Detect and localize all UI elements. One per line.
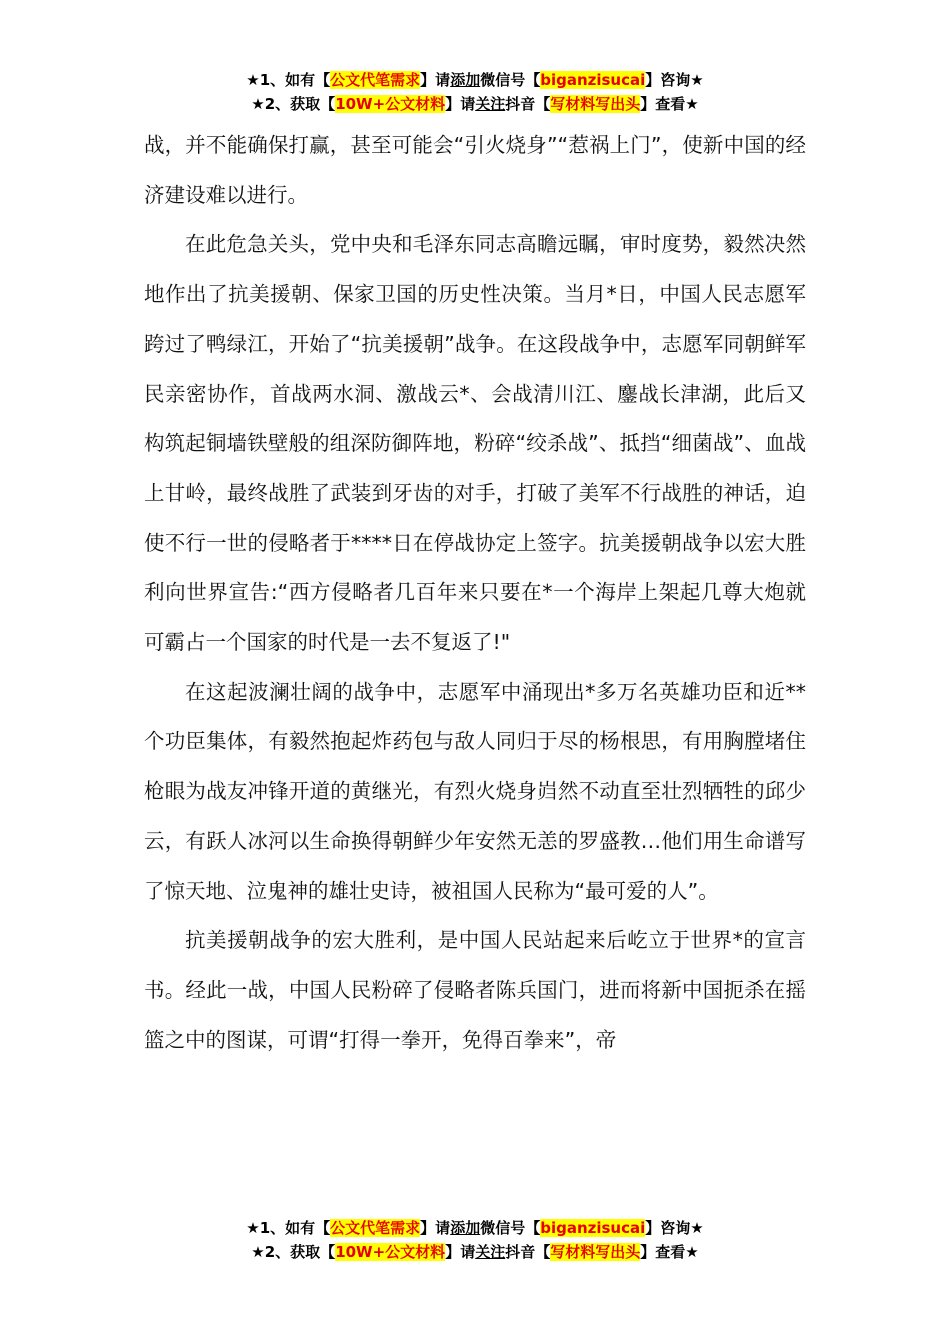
banner-text: 微信号【 [480, 1219, 541, 1237]
banner-text: 】咨询★ [645, 71, 704, 89]
banner-text: 】咨询★ [645, 1219, 704, 1237]
banner-highlight: 写材料写出头 [550, 1243, 641, 1261]
banner-highlight: biganzisucai [540, 71, 646, 89]
banner-text: 】请 [445, 1243, 476, 1261]
banner-highlight: 写材料写出头 [550, 95, 641, 113]
banner-line-2 [0, 92, 950, 116]
footer-banner [0, 1216, 950, 1264]
paragraph: 战，并不能确保打赢，甚至可能会“引火烧身”“惹祸上门”，使新中国的经济建设难以进行。 [144, 133, 806, 207]
banner-text: ★1、如有【 [246, 1219, 331, 1237]
banner-text: ★2、获取【 [251, 95, 336, 113]
banner-text: 微信号【 [480, 71, 541, 89]
banner-line-1 [0, 1216, 950, 1240]
paragraph: 抗美援朝战争的宏大胜利，是中国人民站起来后屹立于世界*的宣言书。经此一战，中国人民粉碎了侵略者陈兵国门，进而将新中国扼杀在摇篮之中的图谋，可谓“打得一拳开，免得百拳来”，帝 [144, 928, 806, 1052]
banner-highlight: 公文代笔需求 [330, 1219, 421, 1237]
banner-highlight: 10W+公文材料 [335, 1243, 446, 1261]
banner-text: 】请 [445, 95, 476, 113]
paragraph: 在这起波澜壮阔的战争中，志愿军中涌现出*多万名英雄功臣和近**个功臣集体，有毅然抱起炸药包与敌人同归于尽的杨根思，有用胸膛堵住枪眼为战友冲锋开道的黄继光，有烈火烧身岿然不动直至壮烈牺牲的邱少云，有跃人冰河以生命换得朝鲜少年安然无恙的罗盛教…他们用生命谱写了惊天地、泣鬼神的雄壮史诗，被祖国人民称为“最可爱的人”。 [144, 679, 806, 903]
banner-highlight: 10W+公文材料 [335, 95, 446, 113]
banner-underlined: 添加 [450, 71, 481, 89]
banner-underlined: 添加 [450, 1219, 481, 1237]
banner-underlined: 关注 [475, 95, 506, 113]
banner-line-2 [0, 1240, 950, 1264]
banner-underlined: 关注 [475, 1243, 506, 1261]
paragraph: 在此危急关头，党中央和毛泽东同志高瞻远瞩，审时度势，毅然决然地作出了抗美援朝、保家卫国的历史性决策。当月*日，中国人民志愿军跨过了鸭绿江，开始了“抗美援朝”战争。在这段战争中，志愿军同朝鲜军民亲密协作，首战两水洞、激战云*、会战清川江、鏖战长津湖，此后又构筑起铜墙铁壁般的组深防御阵地，粉碎“绞杀战”、抵挡“细菌战”、血战上甘岭，最终战胜了武装到牙齿的对手，打破了美军不行战胜的神话，迫使不行一世的侵略者于****日在停战协定上签字。抗美援朝战争以宏大胜利向世界宣告:“西方侵略者几百年来只要在*一个海岸上架起几尊大炮就可霸占一个国家的时代是一去不复返了!" [144, 232, 806, 655]
document-body [144, 121, 806, 1065]
banner-text: 】查看★ [640, 95, 699, 113]
header-banner [0, 68, 950, 116]
banner-text: ★2、获取【 [251, 1243, 336, 1261]
banner-text: ★1、如有【 [246, 71, 331, 89]
banner-line-1 [0, 68, 950, 92]
banner-text: 抖音【 [505, 95, 551, 113]
banner-highlight: biganzisucai [540, 1219, 646, 1237]
banner-text: 】请 [420, 1219, 451, 1237]
banner-text: 抖音【 [505, 1243, 551, 1261]
banner-text: 】查看★ [640, 1243, 699, 1261]
banner-highlight: 公文代笔需求 [330, 71, 421, 89]
banner-text: 】请 [420, 71, 451, 89]
